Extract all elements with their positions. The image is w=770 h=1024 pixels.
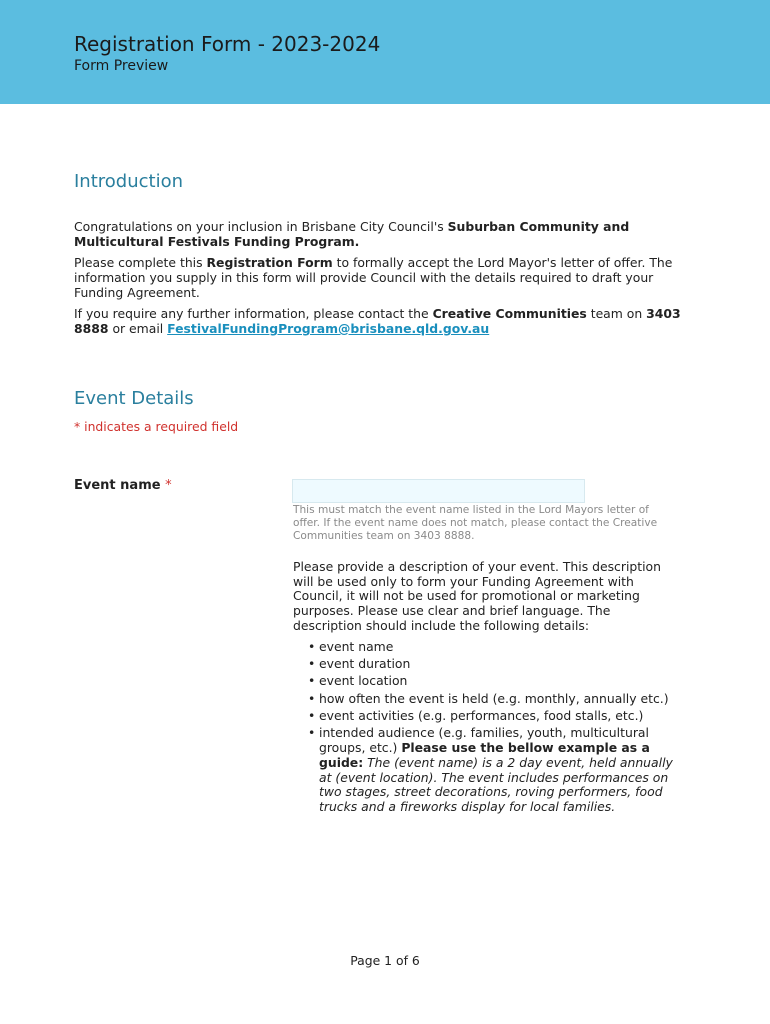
introduction-text <box>74 219 684 342</box>
introduction-heading: Introduction <box>74 171 184 192</box>
list-item: • event duration <box>319 657 683 672</box>
intro-p1-text: Congratulations on your inclusion in Brisbane City Council's <box>74 219 448 234</box>
list-item: • how often the event is held (e.g. monthly, annually etc.) <box>319 692 683 707</box>
event-name-help-text: This must match the event name listed in the Lord Mayors letter of offer. If the event name does not match, please contact the Creative Communities team on 3403 8888. <box>293 504 658 542</box>
intro-p2-post: to formally accept the Lord Mayor's letter of offer. The information you supply in this form will provide Council with the details required to draft your Funding Agreement. <box>74 255 673 300</box>
list-item: • event activities (e.g. performances, food stalls, etc.) <box>319 709 683 724</box>
list-item: • event name <box>319 640 683 655</box>
event-name-input[interactable] <box>292 479 585 503</box>
event-details-heading: Event Details <box>74 388 194 409</box>
intro-paragraph-1 <box>74 219 684 249</box>
email-link[interactable]: FestivalFundingProgram@brisbane.qld.gov.au <box>167 321 490 336</box>
intro-p3-mid: team on <box>586 306 647 321</box>
page-number: Page 1 of 6 <box>350 953 420 968</box>
event-name-label <box>74 478 172 493</box>
intro-p3-or: or email <box>108 321 168 336</box>
intro-paragraph-2 <box>74 255 684 300</box>
list-item <box>319 726 683 814</box>
form-title: Registration Form - 2023-2024 <box>74 32 381 56</box>
guide-bold-text: Please use the bellow example as a guide: <box>319 740 650 770</box>
page-header <box>0 0 770 104</box>
list-item: • event location <box>319 674 683 689</box>
description-details-list <box>293 640 683 815</box>
intro-p2-pre: Please complete this <box>74 255 207 270</box>
required-field-note: * indicates a required field <box>74 419 239 434</box>
required-star: * <box>165 478 172 493</box>
phone-number: 3403 8888 <box>74 306 681 336</box>
intro-paragraph-3 <box>74 306 684 336</box>
team-name: Creative Communities <box>432 306 587 321</box>
description-intro: Please provide a description of your event. This description will be used only to form your Funding Agreement with Council, it will not be used for promotional or marketing purposes. Please use clear and brief language. The description should include the following details: <box>293 559 661 633</box>
program-name: Suburban Community and Multicultural Festivals Funding Program. <box>74 219 630 249</box>
list-item-text: intended audience (e.g. families, youth, multicultural groups, etc.) <box>319 725 649 756</box>
intro-p3-pre: If you require any further information, please contact the <box>74 306 433 321</box>
registration-form-bold: Registration Form <box>206 255 333 270</box>
description-instructions <box>293 560 683 817</box>
event-name-label-text: Event name <box>74 478 161 493</box>
form-subtitle: Form Preview <box>74 58 169 74</box>
guide-example-text: The (event name) is a 2 day event, held annually at (event location). The event includes performances on two stages, street decorations, roving performers, food trucks and a fireworks display for local families. <box>319 754 673 814</box>
